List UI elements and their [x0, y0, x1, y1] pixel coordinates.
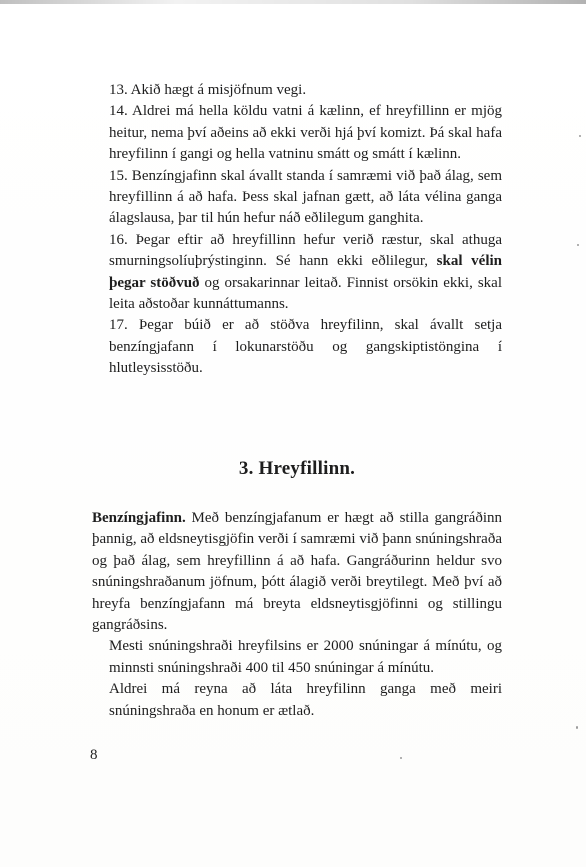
instruction-16-bold-text: skal vélin þegar stöðvuð — [109, 253, 502, 291]
scan-speck — [577, 244, 579, 246]
scan-speck — [576, 726, 578, 729]
body-paragraph-2: Mesti snúningshraði hreyfilsins er 2000 snúningar á mínútu, og minnsti snúningshraði 400 til 450 snúningar á mínútu. — [109, 638, 502, 676]
instruction-17: 17. Þegar búið er að stöðva hreyfilinn, skal ávallt setja benzíngjafann í lokunarstöðu og gangskiptistöngina í hlutleysisstöðu. — [109, 317, 502, 377]
scan-edge — [0, 0, 586, 4]
page-number: 8 — [90, 747, 98, 763]
body-paragraph-1 — [92, 508, 502, 636]
run-in-heading: Benzíngjafinn. — [92, 510, 186, 526]
numbered-instructions — [92, 80, 502, 380]
scan-speck — [400, 757, 402, 759]
instruction-16-text-before: 16. Þegar eftir að hreyfillinn hefur verið ræstur, skal athuga smurningsolíuþrýstinginn. Sé hann ekki eðlilegur, — [109, 231, 502, 270]
instruction-14: 14. Aldrei má hella köldu vatni á kælinn, ef hreyfillinn er mjög heitur, nema því aðeins að ekki verði hjá því komizt. Þá skal hafa hreyfilinn í gangi og hella vatninu smátt og smátt í kælinn. — [109, 103, 502, 163]
body-paragraph-3: Aldrei má reyna að láta hreyfilinn ganga með meiri snúningshraða en honum er ætlað. — [109, 681, 502, 719]
section-heading: 3. Hreyfillinn. — [238, 458, 356, 479]
instruction-16-text-after: og orsakarinnar leitað. Finnist orsökin ekki, skal leita aðstoðar kunnáttumanns. — [109, 274, 502, 313]
instruction-13: 13. Akið hægt á misjöfnum vegi. — [109, 82, 307, 98]
instruction-15: 15. Benzíngjafinn skal ávallt standa í samræmi við það álag, sem hreyfillinn á að hafa. Þess skal jafnan gætt, að láta vélina ganga álagslausa, þar til hún hefur náð eðlilegum ganghita. — [109, 167, 502, 227]
body-paragraph-1-text: Með benzíngjafanum er hægt að stilla gangráðinn þannig, að eldsneytisgjöfin verði í samræmi við þann snúningshraða og það álag, sem hreyfillinn á að hafa. Gangráðurinn heldur svo snúningshraðanum jöfnum, þótt álagið verði breytilegt. Með því að hreyfa benzíngjafann má breyta eldsneytisgjöfinni og stillingu gangráðsins. — [92, 510, 502, 634]
section-body — [92, 508, 502, 722]
instruction-16 — [92, 230, 502, 316]
scan-speck — [579, 135, 581, 137]
